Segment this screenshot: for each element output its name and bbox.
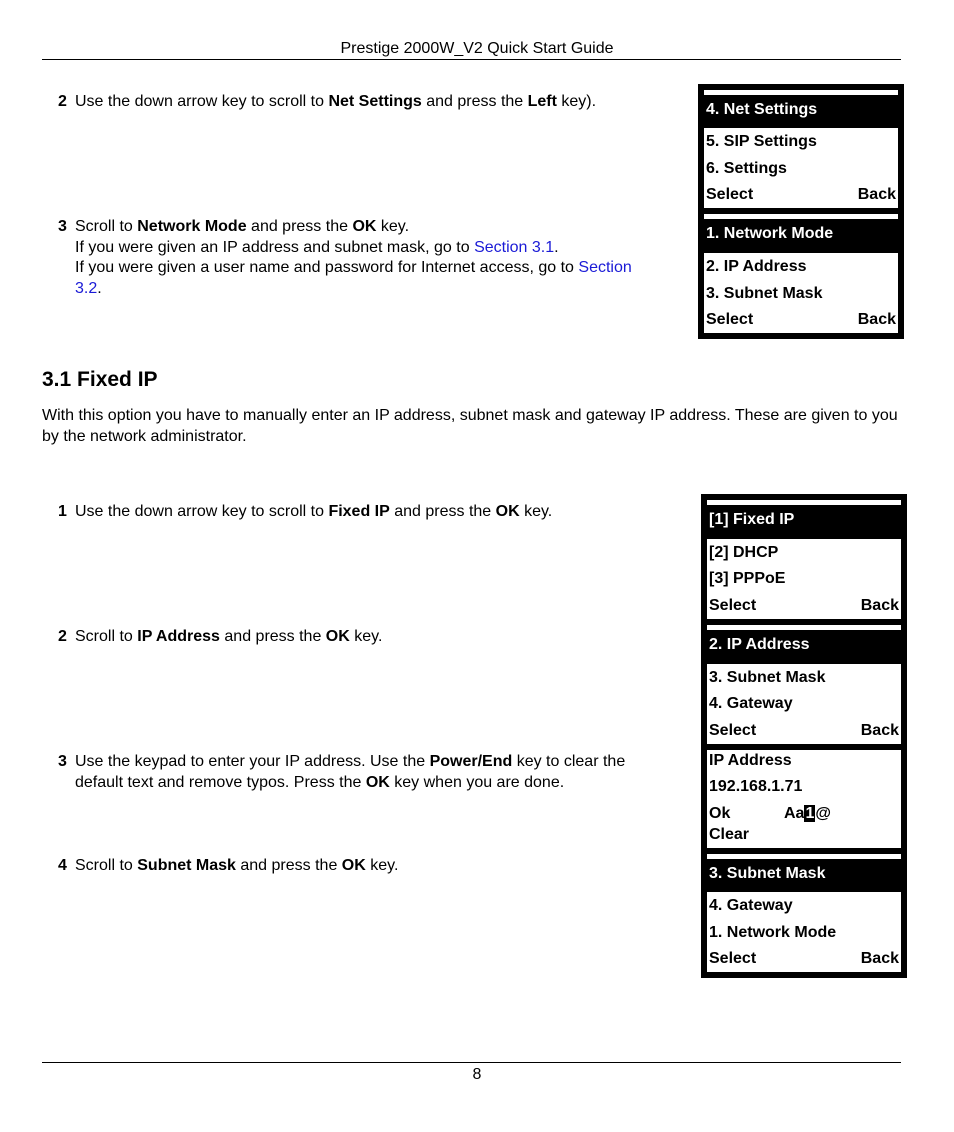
step-network-mode: 3 Scroll to Network Mode and press the OK key. If you were given an IP address and subnet mask, go to Section 3.1. If you were given a user name and password for Internet access, go to Section 3.2. [58,218,632,297]
lcd-item: 4. Gateway [709,897,793,914]
lcd-select-label: Select [706,311,754,328]
lcd-input-mode: Aa1@ [784,805,831,822]
section-3-2-link[interactable]: Section 3.2 [75,259,632,297]
step-number: 1 [58,503,67,520]
lcd-select-label: Select [706,186,754,203]
lcd-select-label: Select [709,722,757,739]
lcd-ip-label: IP Address [709,752,792,769]
lcd-item: 1. Network Mode [709,924,837,941]
step-fixed-ip: 1 Use the down arrow key to scroll to Fixed IP and press the OK key. [58,502,552,523]
lcd-screen-ip-entry [701,744,907,854]
lcd-item: 4. Gateway [709,695,793,712]
lcd-item: 5. SIP Settings [706,133,817,150]
lcd-highlight: 1. Network Mode [706,225,834,242]
lcd-ok-label: Ok [709,805,731,822]
step-number: 2 [58,93,67,110]
lcd-item: 3. Subnet Mask [709,669,826,686]
lcd-screen-fixed-ip [701,494,907,625]
step-net-settings: 2 Use the down arrow key to scroll to Net Settings and press the Left key). [58,92,596,113]
lcd-back-label: Back [857,186,896,203]
section-heading: 3.1 Fixed IP [42,368,158,391]
lcd-select-label: Select [709,597,757,614]
lcd-item: 2. IP Address [706,258,807,275]
lcd-screen-ip-address [701,619,907,750]
header-rule [42,59,901,60]
lcd-ip-value: 192.168.1.71 [709,778,803,795]
step-subnet-mask: 4 Scroll to Subnet Mask and press the OK key. [58,856,398,877]
section-intro: With this option you have to manually enter an IP address, subnet mask and gateway IP address. These are given to you by the network administrator. [42,407,898,445]
footer-rule [42,1062,901,1063]
page-header-title: Prestige 2000W_V2 Quick Start Guide [340,40,614,57]
page-number: 8 [472,1066,482,1083]
lcd-screen-network-mode [698,208,904,339]
lcd-highlight: 4. Net Settings [706,101,818,118]
step-number: 3 [58,753,67,770]
lcd-text-cursor: 1 [805,805,815,822]
lcd-back-label: Back [860,597,899,614]
lcd-highlight: 3. Subnet Mask [709,865,826,882]
lcd-highlight: [1] Fixed IP [709,511,795,528]
lcd-highlight: 2. IP Address [709,636,810,653]
lcd-back-label: Back [857,311,896,328]
step-enter-ip: 3 Use the keypad to enter your IP address. Use the Power/End key to clear the default text and remove typos. Press the OK key when you are done. [58,753,626,791]
lcd-clear-label: Clear [709,826,750,843]
lcd-back-label: Back [860,722,899,739]
lcd-screen-subnet-mask [701,848,907,978]
lcd-item: [3] PPPoE [709,570,786,587]
step-number: 2 [58,628,67,645]
section-3-1-link[interactable]: Section 3.1 [474,238,555,256]
step-ip-address: 2 Scroll to IP Address and press the OK key. [58,627,382,648]
lcd-item: [2] DHCP [709,544,779,561]
lcd-back-label: Back [860,950,899,967]
lcd-item: 3. Subnet Mask [706,285,823,302]
step-number: 3 [58,218,67,235]
lcd-select-label: Select [709,950,757,967]
lcd-screen-net-settings [698,84,904,215]
step-number: 4 [58,857,67,874]
lcd-item: 6. Settings [706,160,787,177]
